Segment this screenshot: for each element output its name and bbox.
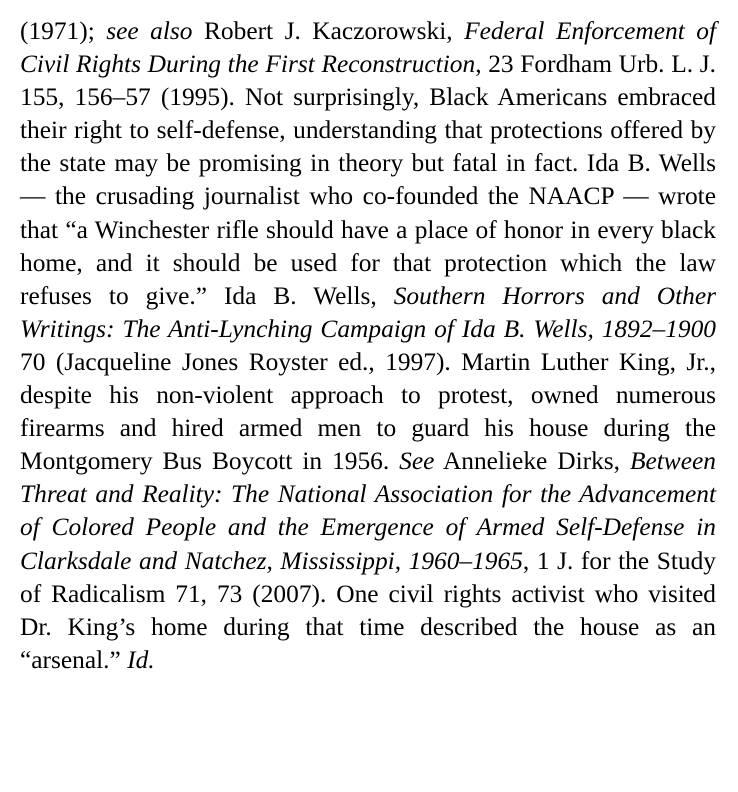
signal-see: See [399,447,435,476]
title-between-threat-and-reality: Between Threat and Reality: The National Association for the Advancement of Colored People and the Emergence of Armed Self-Defense in Clarksdale and Natchez, Mississippi, 1960–1965 [20,447,716,575]
signal-see-also: see also [106,17,193,45]
author-kaczorowski: Robert J. Kaczorowski, [192,17,465,45]
footnote-paragraph [20,15,716,677]
signal-id: Id. [127,645,155,674]
body-text-king: 70 (Jacqueline Jones Royster ed., 1997). Martin Luther King, Jr., despite his non-violent approach to protest, owned numerous firearms and hired armed men to guard his house during the Montgomery Bus Boycott in 1956. [20,347,716,476]
body-text-wells: , 23 Fordham Urb. L. J. 155, 156–57 (1995). Not surprisingly, Black Americans embraced their right to self-defense, understanding that protections offered by the state may be promising in theory but fatal in fact. Ida B. Wells — the crusading journalist who co-founded the NAACP — wrote that “a Winchester rifle should have a place of honor in every black home, and it should be used for that protection which the law refuses to give.” Ida B. Wells, [20,50,716,310]
author-dirks: Annelieke Dirks, [434,447,630,476]
body-text-arsenal: , 1 J. for the Study of Radicalism 71, 73 (2007). One civil rights activist who visited Dr. King’s home during that time described the house as an “arsenal.” [20,546,716,674]
title-federal-enforcement: Federal Enforcement of Civil Rights During the First Reconstruction [20,17,717,79]
citation-year: (1971); [20,17,107,45]
title-southern-horrors: Southern Horrors and Other Writings: The Anti-Lynching Campaign of Ida B. Wells, 1892–1900 [20,281,717,343]
